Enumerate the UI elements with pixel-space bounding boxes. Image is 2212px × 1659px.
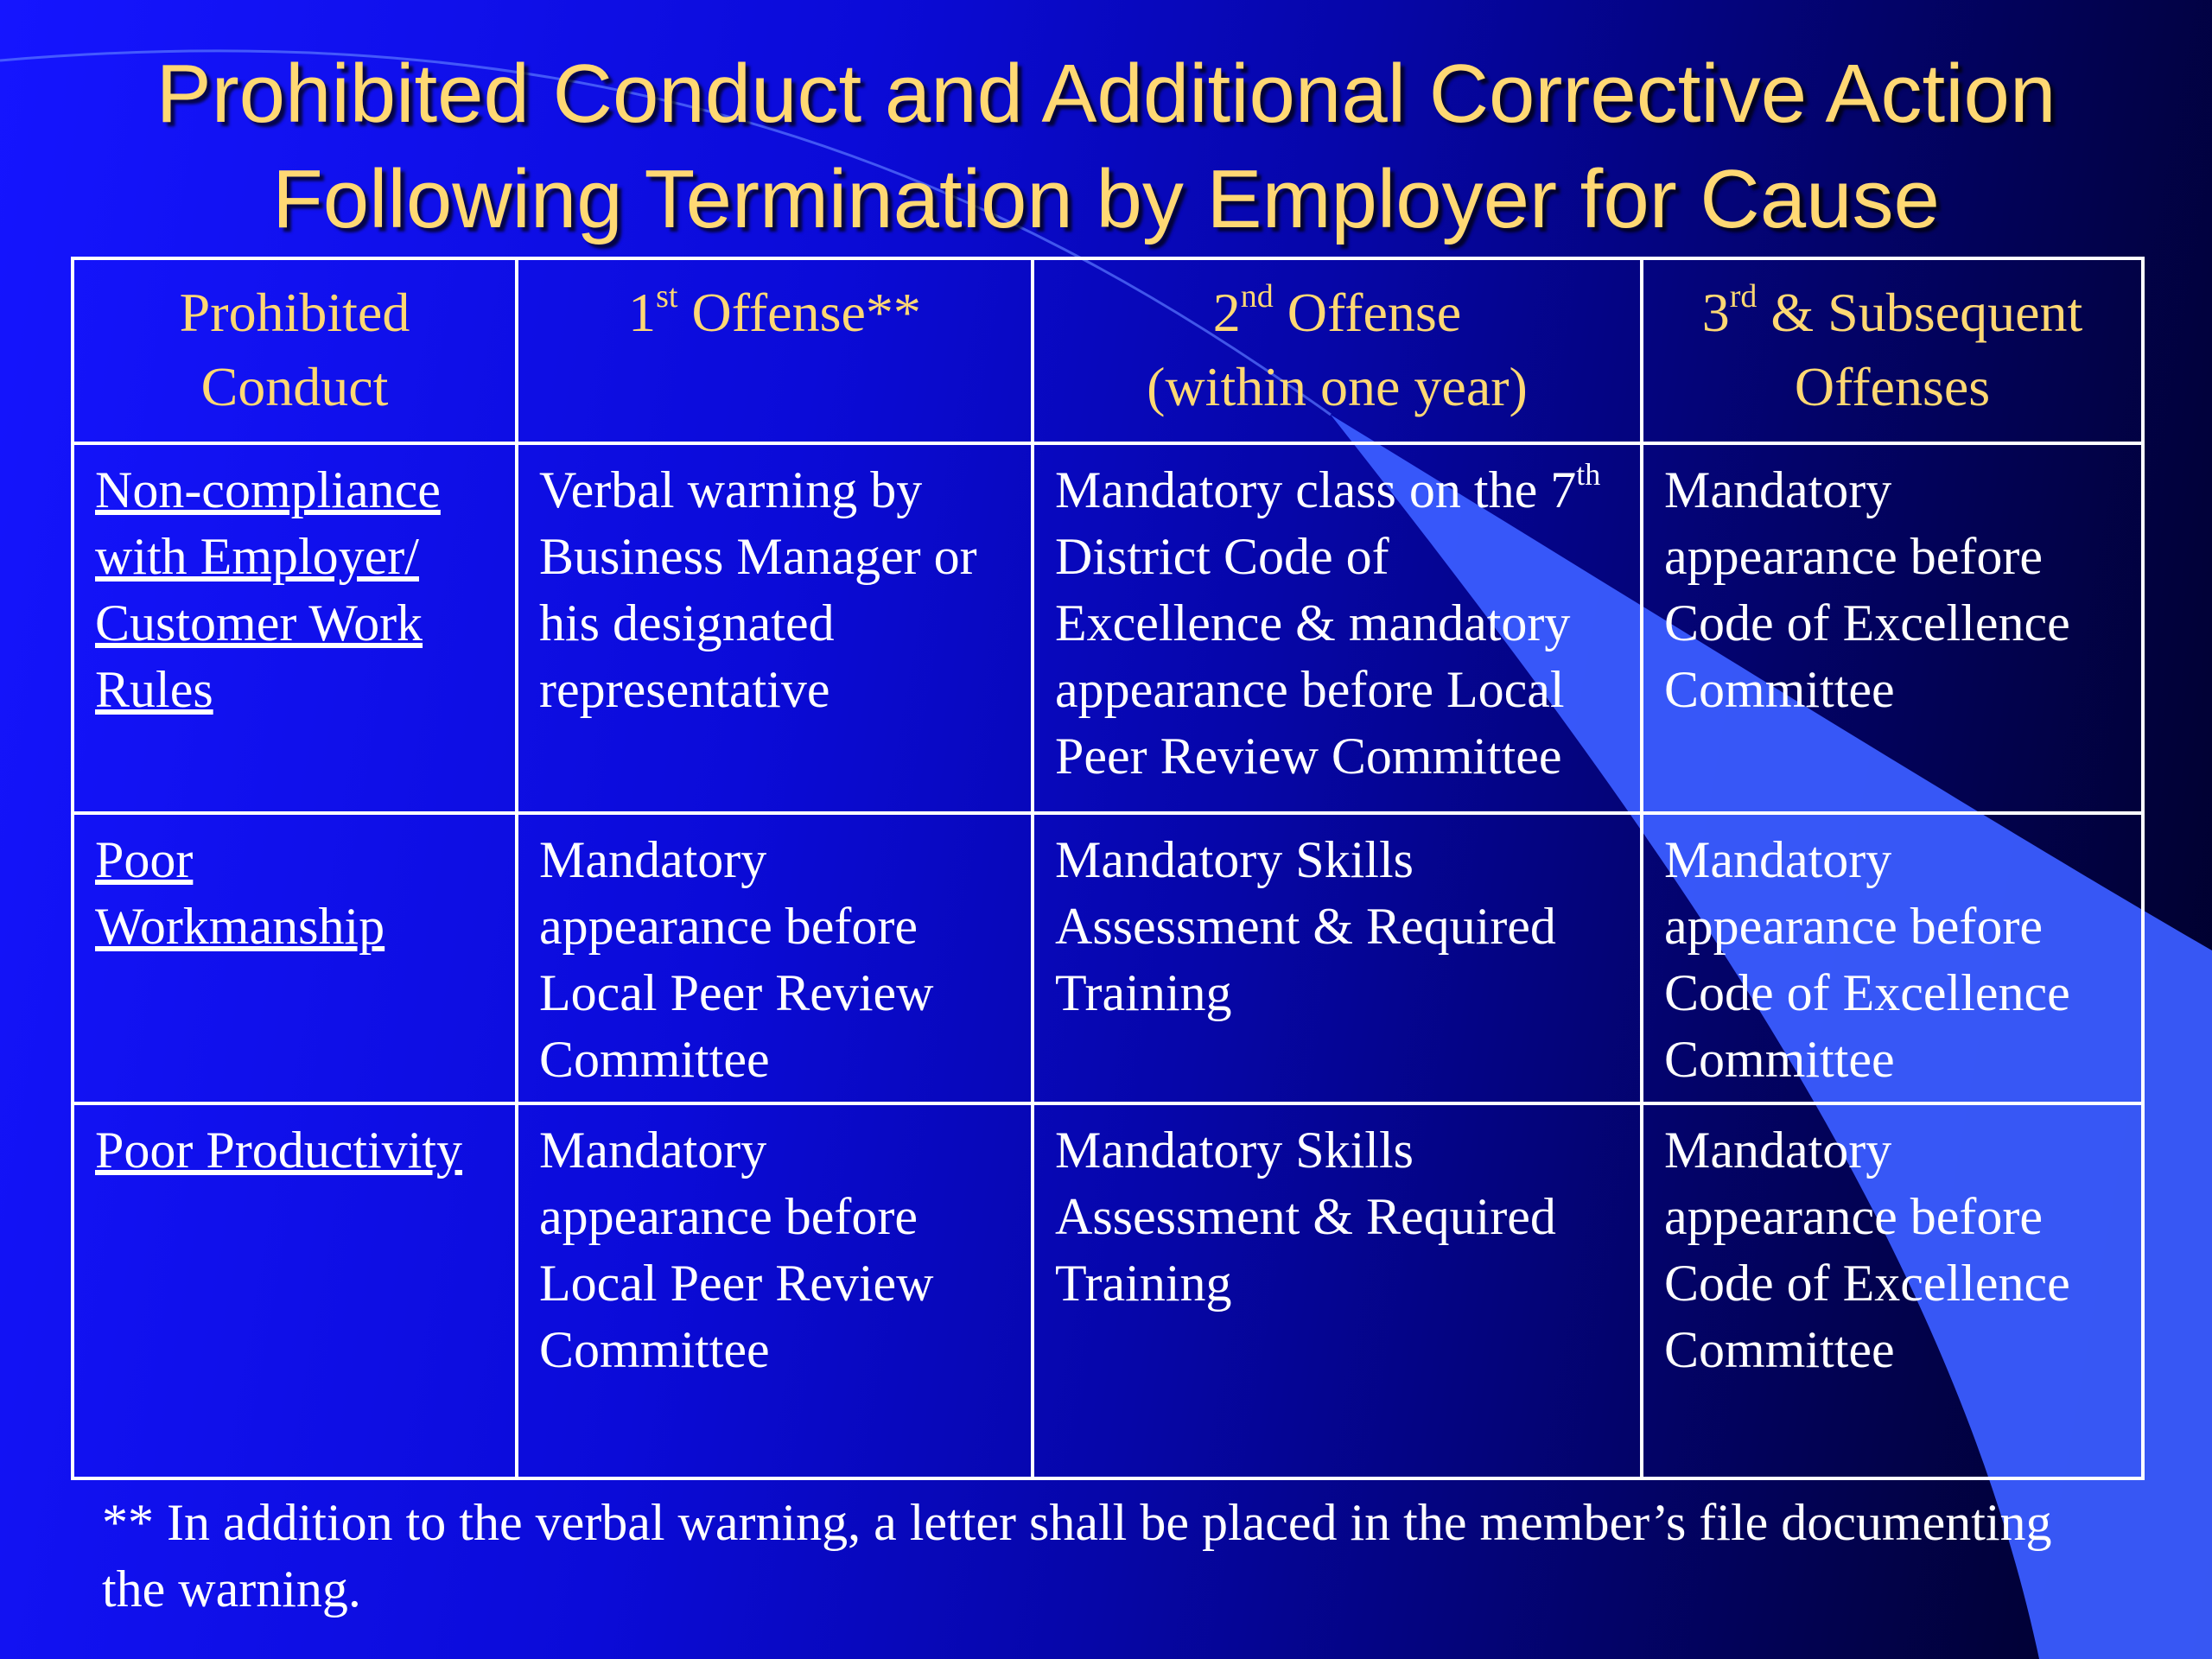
conduct-label: Poor Workmanship [95,831,385,955]
header-third-offense-line2: Offenses [1794,356,1991,417]
conduct-cell [73,813,517,1103]
table-row [73,1103,2143,1478]
conduct-label: Poor Productivity [95,1122,463,1179]
header-prohibited-conduct-line1: Prohibited [179,282,410,343]
footnote: ** In addition to the verbal warning, a letter shall be placed in the member’s file documenting the warning. [102,1494,2052,1618]
second-offense-cell: Mandatory Skills Assessment & Required Training [1033,1103,1642,1478]
header-third-offense-ordinal: rd [1729,278,1758,315]
slide-title-line-1: Prohibited Conduct and Additional Corrective Action [156,48,2056,140]
header-second-offense-label: Offense [1273,282,1462,343]
third-offense-cell: Mandatory appearance before Code of Excellence Committee [1642,813,2143,1103]
second-offense-district-number: 7 [1550,461,1577,518]
corrective-action-table [71,257,2145,1480]
header-second-offense-number: 2 [1212,282,1241,343]
header-first-offense-label: Offense** [677,282,921,343]
slide-title-line-2: Following Termination by Employer for Cause [272,153,1940,245]
second-offense-text-pre: Mandatory class on the [1055,461,1551,518]
table-header-row [73,258,2143,443]
second-offense-cell [1033,443,1642,813]
header-prohibited-conduct-line2: Conduct [200,356,389,417]
header-second-offense-ordinal: nd [1240,278,1274,315]
header-first-offense-ordinal: st [656,278,678,315]
header-third-offense-label: & Subsequent [1757,282,2083,343]
second-offense-cell: Mandatory Skills Assessment & Required Training [1033,813,1642,1103]
third-offense-cell: Mandatory appearance before Code of Excellence Committee [1642,443,2143,813]
header-first-offense-number: 1 [628,282,657,343]
first-offense-cell: Mandatory appearance before Local Peer Review Committee [517,1103,1033,1478]
header-second-offense-qualifier: (within one year) [1147,356,1528,417]
second-offense-district-ordinal: th [1576,457,1601,492]
table-row [73,443,2143,813]
table-row [73,813,2143,1103]
header-third-offense-number: 3 [1701,282,1730,343]
conduct-label: Non-compliance with Employer/ Customer Work Rules [95,461,441,718]
third-offense-cell: Mandatory appearance before Code of Excellence Committee [1642,1103,2143,1478]
conduct-cell [73,1103,517,1478]
first-offense-cell: Mandatory appearance before Local Peer Review Committee [517,813,1033,1103]
second-offense-text-post: District Code of Excellence & mandatory appearance before Local Peer Review Committee [1055,528,1571,785]
header-first-offense [517,258,1033,443]
header-prohibited-conduct [73,258,517,443]
conduct-cell [73,443,517,813]
header-third-offense [1642,258,2143,443]
slide-title [0,41,2212,252]
first-offense-cell: Verbal warning by Business Manager or his designated representative [517,443,1033,813]
header-second-offense [1033,258,1642,443]
